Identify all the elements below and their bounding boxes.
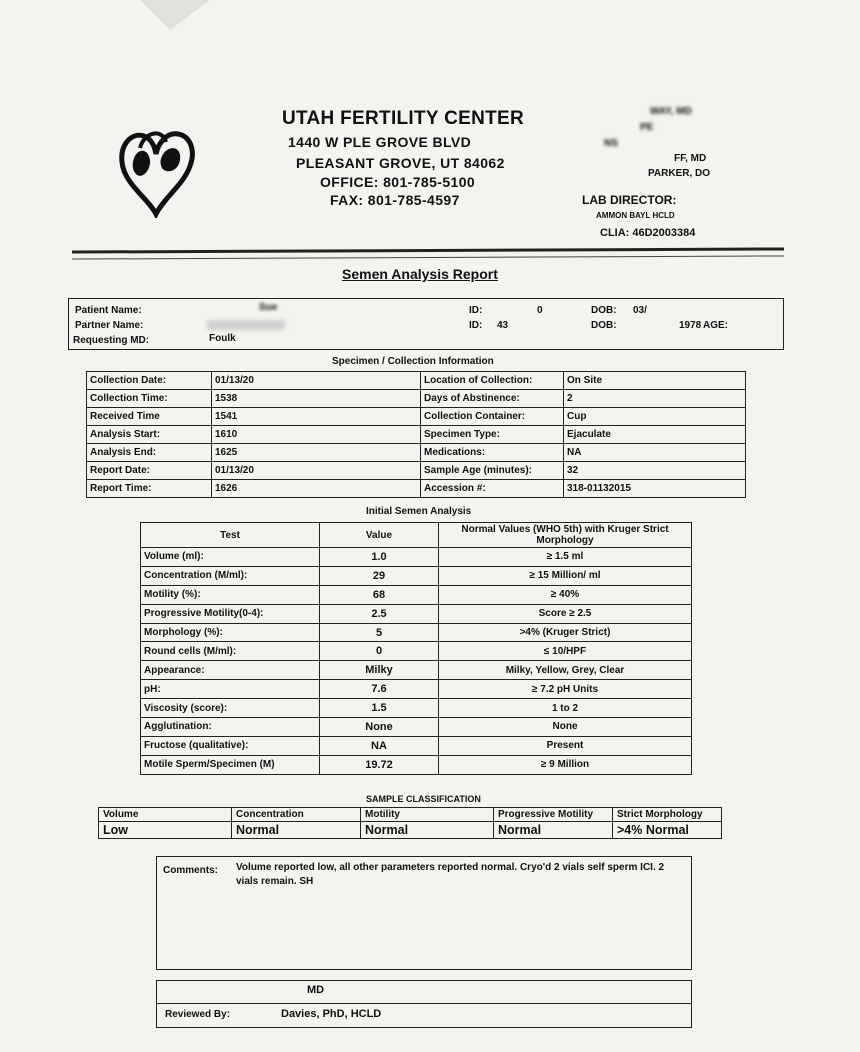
lab-director-label: LAB DIRECTOR: — [582, 193, 677, 207]
id-value-2: 43 — [497, 320, 509, 331]
specimen-value: Ejaculate — [564, 426, 746, 444]
specimen-label: Days of Abstinence: — [421, 390, 564, 408]
center-name: UTAH FERTILITY CENTER — [282, 108, 525, 129]
partner-name-redaction — [207, 320, 285, 330]
specimen-section-title: Specimen / Collection Information — [332, 356, 494, 367]
specimen-table — [86, 371, 746, 498]
test-value: 7.6 — [320, 680, 439, 699]
specimen-value: 318-01132015 — [564, 480, 746, 498]
id-label-2: ID: — [469, 320, 483, 331]
analysis-table — [140, 522, 692, 775]
reviewer-name: Davies, PhD, HCLD — [281, 1008, 382, 1020]
address-line2: PLEASANT GROVE, UT 84062 — [296, 155, 505, 171]
test-name: Morphology (%): — [141, 623, 320, 642]
test-value: 19.72 — [320, 755, 439, 774]
patient-info-box — [68, 298, 784, 350]
folded-corner-shape — [140, 0, 210, 30]
test-value: 5 — [320, 623, 439, 642]
test-name: Volume (ml): — [141, 548, 320, 567]
specimen-label: Report Date: — [87, 462, 212, 480]
table-row — [87, 408, 746, 426]
table-row — [141, 642, 692, 661]
table-header-row — [99, 808, 722, 822]
comments-label: Comments: — [163, 865, 219, 876]
analysis-section-title: Initial Semen Analysis — [366, 506, 472, 517]
class-value: Normal — [232, 822, 361, 839]
class-value: >4% Normal — [613, 822, 722, 839]
normal-range: ≥ 1.5 ml — [439, 548, 692, 567]
specimen-value: NA — [564, 444, 746, 462]
age-label: AGE: — [703, 320, 728, 331]
address-line1: 1440 W PLE GROVE BLVD — [288, 134, 472, 150]
doctor-3: NS — [604, 138, 618, 149]
signature-divider — [157, 1003, 691, 1004]
class-value: Low — [99, 822, 232, 839]
header-divider-thin — [72, 255, 784, 259]
id-label-1: ID: — [469, 305, 483, 316]
test-value: 29 — [320, 566, 439, 585]
test-value: 68 — [320, 585, 439, 604]
table-row — [141, 718, 692, 737]
table-row — [99, 822, 722, 839]
heart-logo-icon — [118, 118, 196, 218]
dob-label-2: DOB: — [591, 320, 617, 331]
classification-table — [98, 807, 722, 839]
test-value: None — [320, 718, 439, 737]
specimen-value: 1625 — [212, 444, 421, 462]
test-name: Appearance: — [141, 661, 320, 680]
table-row — [87, 372, 746, 390]
table-row — [141, 736, 692, 755]
test-value: Milky — [320, 661, 439, 680]
normal-range: ≥ 40% — [439, 585, 692, 604]
test-name: Motile Sperm/Specimen (M) — [141, 755, 320, 774]
specimen-value: 1541 — [212, 408, 421, 426]
clia-number: CLIA: 46D2003384 — [600, 227, 696, 239]
office-phone: OFFICE: 801-785-5100 — [320, 174, 476, 190]
class-header: Concentration — [232, 808, 361, 822]
test-value: 0 — [320, 642, 439, 661]
partner-name-label: Partner Name: — [75, 320, 144, 331]
specimen-label: Collection Container: — [421, 408, 564, 426]
test-name: Viscosity (score): — [141, 699, 320, 718]
doctor-2: PE — [640, 122, 654, 133]
table-row — [87, 444, 746, 462]
specimen-value: 01/13/20 — [212, 462, 421, 480]
specimen-label: Medications: — [421, 444, 564, 462]
class-header: Volume — [99, 808, 232, 822]
specimen-value: 1538 — [212, 390, 421, 408]
test-name: Agglutination: — [141, 718, 320, 737]
class-header: Strict Morphology — [613, 808, 722, 822]
specimen-value: 1610 — [212, 426, 421, 444]
table-row — [141, 623, 692, 642]
id-value-1: 0 — [537, 305, 543, 316]
test-value: 1.5 — [320, 699, 439, 718]
table-row — [141, 604, 692, 623]
doctor-5: PARKER, DO — [648, 168, 711, 179]
table-row — [141, 680, 692, 699]
test-value: 1.0 — [320, 548, 439, 567]
table-row — [141, 548, 692, 567]
test-value: NA — [320, 736, 439, 755]
specimen-label: Sample Age (minutes): — [421, 462, 564, 480]
specimen-value: 2 — [564, 390, 746, 408]
normal-range: ≥ 7.2 pH Units — [439, 680, 692, 699]
specimen-label: Received Time — [87, 408, 212, 426]
specimen-label: Location of Collection: — [421, 372, 564, 390]
normal-range: ≤ 10/HPF — [439, 642, 692, 661]
requesting-md-label: Requesting MD: — [73, 335, 150, 346]
comments-text: Volume reported low, all other parameters reported normal. Cryo'd 2 vials self sperm ICI. 2 vials remain. SH — [236, 862, 665, 887]
test-name: Concentration (M/ml): — [141, 566, 320, 585]
dob-value-2: 1978 — [679, 320, 702, 331]
class-value: Normal — [494, 822, 613, 839]
specimen-value: 1626 — [212, 480, 421, 498]
table-row — [87, 462, 746, 480]
requesting-md-value: Foulk — [209, 333, 236, 344]
test-name: Motility (%): — [141, 585, 320, 604]
fax-number: FAX: 801-785-4597 — [330, 192, 460, 208]
table-row — [87, 390, 746, 408]
col-test-header: Test — [141, 523, 320, 548]
class-header: Motility — [361, 808, 494, 822]
table-row — [141, 699, 692, 718]
table-row — [141, 755, 692, 774]
class-value: Normal — [361, 822, 494, 839]
test-value: 2.5 — [320, 604, 439, 623]
patient-name-value: Sue — [259, 302, 278, 313]
signature-box — [156, 980, 692, 1028]
dob-label-1: DOB: — [591, 305, 617, 316]
specimen-label: Report Time: — [87, 480, 212, 498]
test-name: Progressive Motility(0-4): — [141, 604, 320, 623]
doctor-1: WAY, MD — [650, 106, 692, 117]
col-value-header: Value — [320, 523, 439, 548]
reviewed-by-label: Reviewed By: — [165, 1009, 231, 1020]
specimen-value: 01/13/20 — [212, 372, 421, 390]
dob-value-1: 03/ — [633, 305, 647, 316]
normal-range: >4% (Kruger Strict) — [439, 623, 692, 642]
specimen-value: On Site — [564, 372, 746, 390]
normal-range: ≥ 15 Million/ ml — [439, 566, 692, 585]
report-title: Semen Analysis Report — [342, 266, 498, 282]
specimen-value: 32 — [564, 462, 746, 480]
classification-section-title: SAMPLE CLASSIFICATION — [366, 794, 481, 804]
table-row — [87, 480, 746, 498]
specimen-label: Collection Time: — [87, 390, 212, 408]
class-header: Progressive Motility — [494, 808, 613, 822]
specimen-label: Collection Date: — [87, 372, 212, 390]
normal-range: Present — [439, 736, 692, 755]
table-row — [87, 426, 746, 444]
table-row — [141, 585, 692, 604]
table-header-row — [141, 523, 692, 548]
specimen-label: Specimen Type: — [421, 426, 564, 444]
test-name: Round cells (M/ml): — [141, 642, 320, 661]
physician-suffix: MD — [307, 984, 325, 996]
table-row — [141, 566, 692, 585]
specimen-label: Analysis End: — [87, 444, 212, 462]
normal-range: Score ≥ 2.5 — [439, 604, 692, 623]
table-row — [141, 661, 692, 680]
test-name: Fructose (qualitative): — [141, 736, 320, 755]
doctor-4: FF, MD — [674, 153, 707, 164]
normal-range: 1 to 2 — [439, 699, 692, 718]
comments-box — [156, 856, 692, 970]
normal-range: Milky, Yellow, Grey, Clear — [439, 661, 692, 680]
normal-range: ≥ 9 Million — [439, 755, 692, 774]
test-name: pH: — [141, 680, 320, 699]
lab-director-name: AMMON BAYL HCLD — [596, 211, 675, 220]
specimen-value: Cup — [564, 408, 746, 426]
patient-name-label: Patient Name: — [75, 305, 142, 316]
specimen-label: Accession #: — [421, 480, 564, 498]
specimen-label: Analysis Start: — [87, 426, 212, 444]
header-divider-thick — [72, 247, 784, 253]
col-normal-header: Normal Values (WHO 5th) with Kruger Strict Morphology — [439, 523, 692, 548]
normal-range: None — [439, 718, 692, 737]
